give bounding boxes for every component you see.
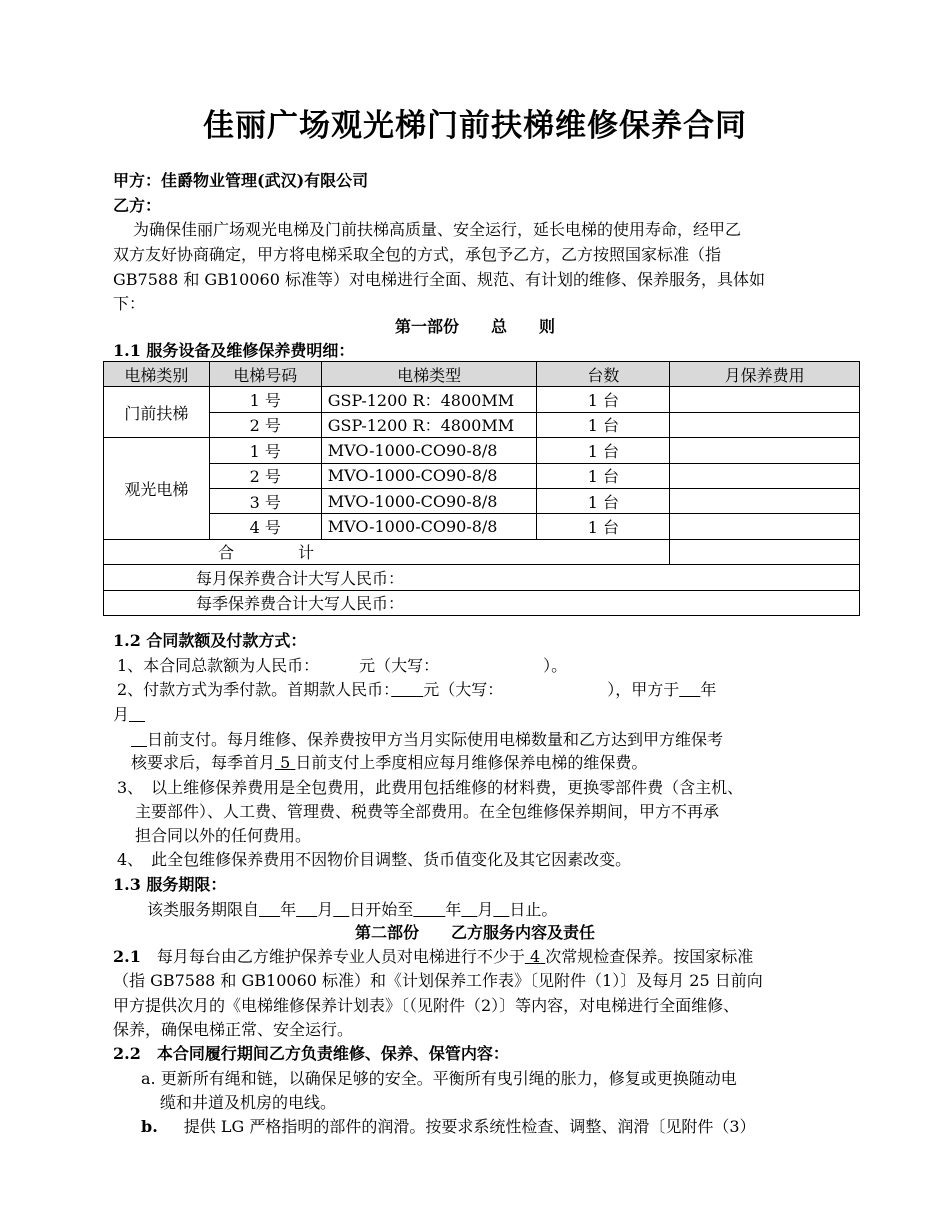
term-text-f: 月 (477, 900, 494, 919)
section-2-2-a-line-2: 缆和井道及机房的电线。 (160, 1093, 337, 1112)
fee-cell (670, 438, 860, 463)
payment-day-value (275, 753, 295, 772)
part1-heading: 第一部份 总 则 (394, 317, 555, 336)
total-fee-cell (670, 539, 860, 564)
section-2-2-heading: 2.2 本合同履行期间乙方负责维修、保养、保管内容： (113, 1044, 509, 1063)
total-label: 合 计 (104, 539, 670, 564)
inspection-count-number: 4 (529, 947, 541, 966)
blank-field (391, 680, 423, 699)
category-cell: 观光电梯 (104, 438, 210, 540)
header-count: 台数 (537, 362, 670, 387)
section-2-2-b-label: b. (141, 1117, 158, 1136)
count-cell: 1 台 (537, 463, 670, 488)
payment-day-number: 5 (280, 753, 291, 772)
header-category: 电梯类别 (104, 362, 210, 387)
count-cell: 1 台 (537, 412, 670, 437)
intro-line-3: GB7588 和 GB10060 标准等）对电梯进行全面、规范、有计划的维修、保养服务，具体如 (113, 270, 765, 289)
term-text-b: 年 (280, 900, 297, 919)
type-cell: MVO-1000-CO90-8/8 (321, 488, 537, 513)
service-equipment-table (103, 361, 860, 616)
payment-item-3-line-3: 担合同以外的任何费用。 (135, 826, 312, 845)
payment-item-2-line-1 (117, 679, 716, 701)
inspection-count-value (525, 947, 545, 966)
blank-field (461, 900, 477, 919)
blank-field (413, 900, 445, 919)
count-cell: 1 台 (537, 488, 670, 513)
number-cell: 1 号 (209, 438, 321, 463)
payment-item-2-text-c: 年 (700, 680, 717, 699)
header-type: 电梯类型 (321, 362, 537, 387)
section-2-1-line-2: （指 GB7588 和 GB10060 标准）和《计划保养工作表》〔见附件（1）〕及每月 25 日前向 (113, 971, 763, 990)
party-a: 甲方：佳爵物业管理(武汉)有限公司 (113, 171, 369, 190)
payment-item-2-line-3 (131, 729, 723, 751)
intro-line-4: 下： (113, 294, 146, 313)
term-text-d: 日开始至 (349, 900, 414, 919)
payment-item-2-text-d: 月 (113, 705, 130, 724)
count-cell: 1 台 (537, 438, 670, 463)
contract-title: 佳丽广场观光梯门前扶梯维修保养合同 (203, 108, 747, 144)
number-cell: 3 号 (209, 488, 321, 513)
quarterly-total-row (104, 590, 860, 615)
table-row (104, 387, 860, 412)
payment-item-3-line-2: 主要部件）、人工费、管理费、税费等全部费用。在全包维修保养期间，甲方不再承 (135, 802, 720, 821)
fee-cell (670, 514, 860, 539)
payment-item-2-line-4 (131, 752, 647, 774)
number-cell: 2 号 (209, 412, 321, 437)
part2-heading: 第二部份 乙方服务内容及责任 (354, 923, 595, 942)
number-cell: 4 号 (209, 514, 321, 539)
count-cell: 1 台 (537, 514, 670, 539)
blank-field (259, 900, 280, 919)
section-2-1-text-a: 每月每台由乙方维护保养专业人员对电梯进行不少于 (140, 947, 525, 966)
term-text-e: 年 (445, 900, 462, 919)
blank-field (333, 900, 349, 919)
section-1-2-heading: 1.2 合同款额及付款方式： (113, 631, 307, 650)
term-text-c: 月 (317, 900, 334, 919)
payment-item-1: 1、本合同总款额为人民币： 元（大写： ）。 (117, 656, 568, 675)
payment-item-2-text-h: 日前支付上季度相应每月维修保养电梯的维保费。 (295, 753, 648, 772)
table-row (104, 438, 860, 463)
header-number: 电梯号码 (209, 362, 321, 387)
intro-line-2: 双方友好协商确定，甲方将电梯采取全包的方式，承包予乙方，乙方按照国家标准（指 (113, 245, 722, 264)
payment-item-3-line-1: 3、 以上维修保养费用是全包费用，此费用包括维修的材料费，更换零部件费（含主机、 (117, 778, 744, 797)
payment-item-2-text-a: 2、付款方式为季付款。首期款人民币： (117, 680, 392, 699)
section-2-2-b-line (141, 1116, 756, 1138)
monthly-total-label: 每月保养费合计大写人民币： (104, 565, 860, 590)
blank-field (296, 900, 317, 919)
blank-field (493, 900, 509, 919)
term-text-a: 该类服务期限自 (147, 900, 260, 919)
number-cell: 2 号 (209, 463, 321, 488)
header-monthly-fee: 月保养费用 (670, 362, 860, 387)
type-cell: MVO-1000-CO90-8/8 (321, 514, 537, 539)
total-row (104, 539, 860, 564)
blank-field (129, 705, 145, 724)
count-cell: 1 台 (537, 387, 670, 412)
table-row (104, 463, 860, 488)
type-cell: GSP-1200 R：4800MM (321, 387, 537, 412)
section-2-1-line-4: 保养，确保电梯正常、安全运行。 (113, 1020, 354, 1039)
type-cell: MVO-1000-CO90-8/8 (321, 438, 537, 463)
monthly-total-row (104, 565, 860, 590)
payment-item-2-text-f: 核要求后，每季首月 (131, 753, 276, 772)
intro-line-1: 为确保佳丽广场观光电梯及门前扶梯高质量、安全运行，延长电梯的使用寿命，经甲乙 (133, 220, 742, 239)
section-2-2-b-text: 提供 LG 严格指明的部件的润滑。按要求系统性检查、调整、润滑〔见附件（3） (183, 1117, 756, 1136)
fee-cell (670, 488, 860, 513)
payment-item-2-text-b: 元（大写： ），甲方于 (423, 680, 680, 699)
fee-cell (670, 387, 860, 412)
section-2-1-number: 2.1 (113, 947, 141, 966)
table-header-row (104, 362, 860, 387)
table-row (104, 412, 860, 437)
term-text-g: 日止。 (509, 900, 558, 919)
blank-field (131, 730, 147, 749)
type-cell: MVO-1000-CO90-8/8 (321, 463, 537, 488)
service-term-line (147, 899, 557, 921)
party-b: 乙方： (113, 196, 162, 215)
table-row (104, 514, 860, 539)
type-cell: GSP-1200 R：4800MM (321, 412, 537, 437)
payment-item-2-text-e: 日前支付。每月维修、保养费按甲方当月实际使用电梯数量和乙方达到甲方维保考 (147, 730, 724, 749)
section-2-1-text-c: 次常规检查保养。按国家标准 (545, 947, 754, 966)
quarterly-total-label: 每季保养费合计大写人民币： (104, 590, 860, 615)
fee-cell (670, 412, 860, 437)
fee-cell (670, 463, 860, 488)
category-cell: 门前扶梯 (104, 387, 210, 438)
section-1-1-heading: 1.1 服务设备及维修保养费明细： (113, 341, 355, 360)
section-2-1-line-1 (113, 946, 753, 968)
section-2-2-a-line-1: a. 更新所有绳和链，以确保足够的安全。平衡所有曳引绳的胀力，修复或更换随动电 (141, 1069, 737, 1088)
section-1-3-heading: 1.3 服务期限： (113, 875, 227, 894)
table-row (104, 488, 860, 513)
payment-item-2-line-2 (113, 704, 145, 726)
number-cell: 1 号 (209, 387, 321, 412)
payment-item-4: 4、 此全包维修保养费用不因物价目调整、货币值变化及其它因素改变。 (117, 850, 632, 869)
section-2-1-line-3: 甲方提供次月的《电梯维修保养计划表》〔（见附件（2）〕等内容，对电梯进行全面维修、 (113, 996, 740, 1015)
blank-field (679, 680, 700, 699)
